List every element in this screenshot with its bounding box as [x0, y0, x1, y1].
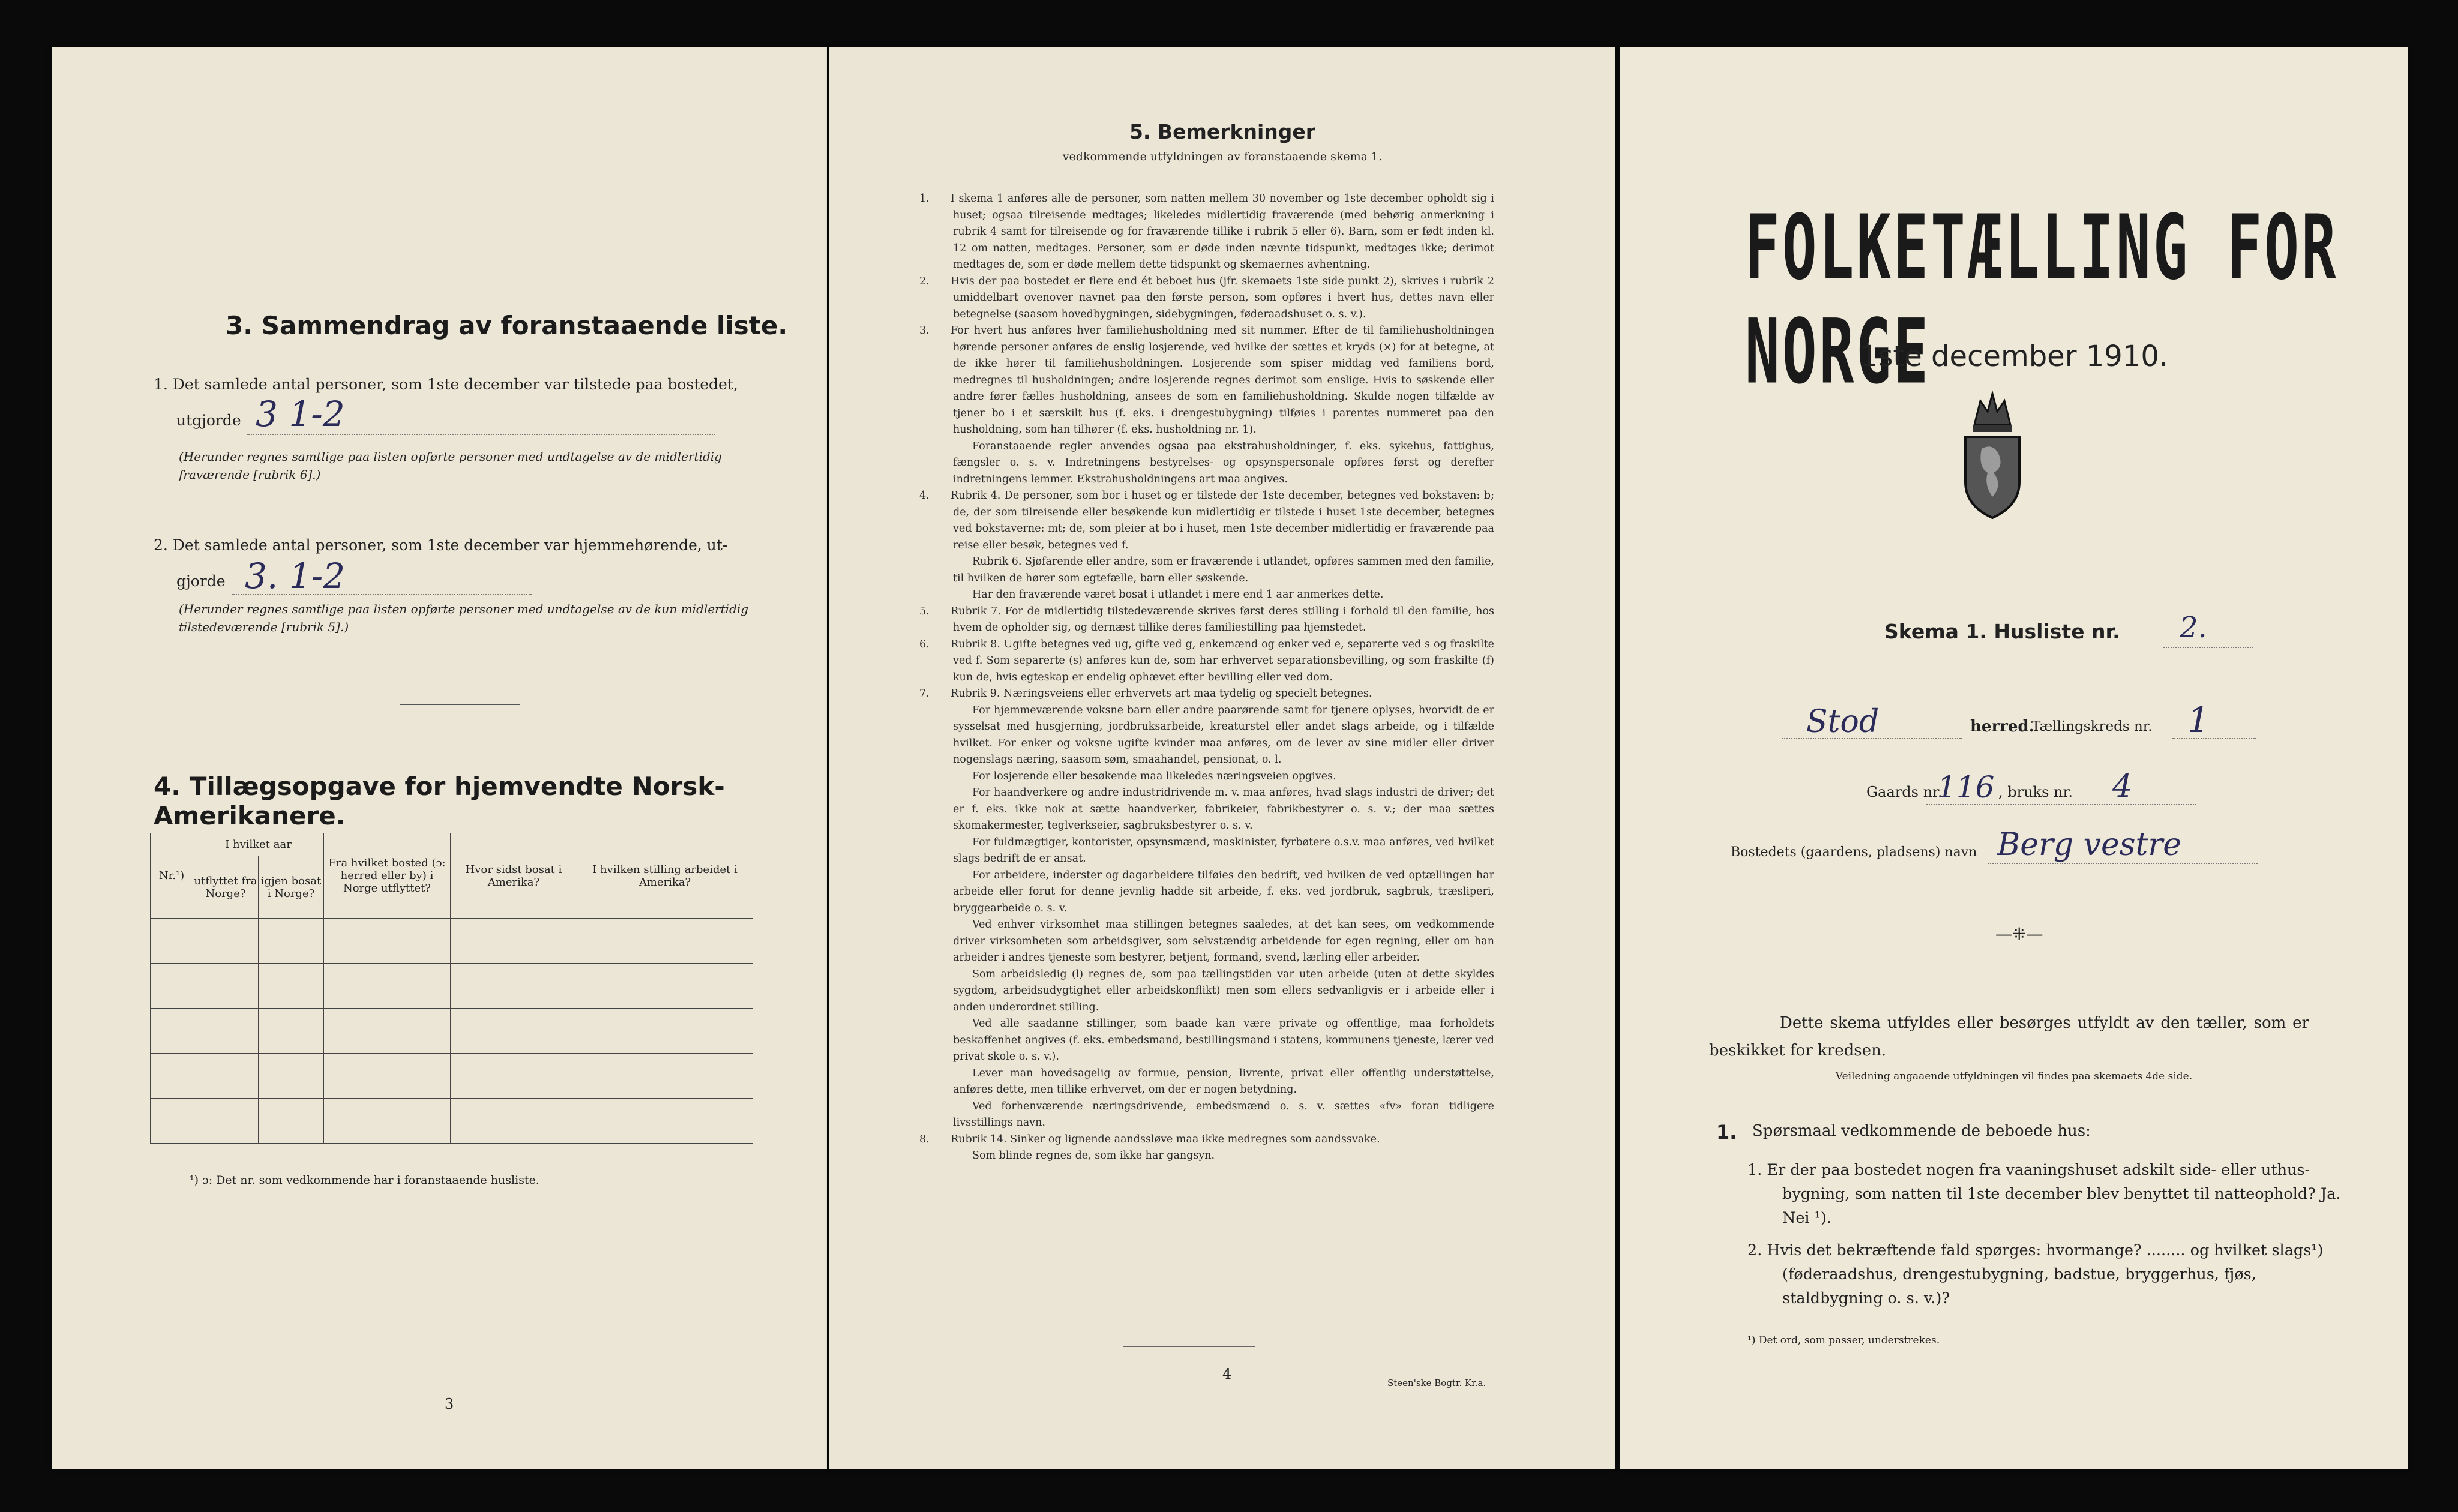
- item2-label: gjorde: [176, 572, 226, 590]
- footnote: ¹) Det ord, som passer, understrekes.: [1747, 1334, 1940, 1346]
- question-1: 1. Er der paa bostedet nogen fra vaaningshuset adskilt side- eller uthus-bygning, som natten til 1ste december blev benyttet til natteophold? Ja. Nei ¹).: [1747, 1161, 2341, 1227]
- item2-fill-line: [232, 594, 532, 595]
- remark-paragraph: [919, 488, 1494, 554]
- remark-text: Ved enhver virksomhet maa stillingen betegnes saaledes, at det kan sees, om vedkommende driver virksomheten som arbeidsgiver, som selvstændig arbeidende for egen regning, eller om han arbeider i andres tjeneste som bestyrer, betjent, formand, svend, lærling eller arbeider.: [953, 919, 1494, 964]
- remark-text: Hvis der paa bostedet er flere end ét beboet hus (jfr. skemaets 1ste side punkt 2), skrives i rubrik 2 umiddelbart ovenover navnet paa den første person, som opføres i hvert hus, dettes navn eller betegnelse (saasom hovedbygningen, sidebygningen, føderaadshuset o. s. v.).: [951, 275, 1494, 320]
- skema-label: Skema 1. Husliste nr.: [1884, 620, 2120, 643]
- remark-text: Foranstaaende regler anvendes ogsaa paa ekstrahusholdninger, f. eks. sykehus, fattighus, fængsler o. s. v. Indretningens bestyrelses- og opsynspersonale opføres først og derefter indretningens lemmer. Ekstrahusholdningens art maa angives.: [953, 440, 1494, 485]
- divider: [1123, 1346, 1255, 1347]
- remark-text: For fuldmægtiger, kontorister, opsynsmænd, maskinister, fyrbøtere o.s.v. maa anføres, ved hvilket slags bedrift de er ansat.: [953, 836, 1494, 865]
- remark-text: For hvert hus anføres hver familiehusholdning med sit nummer. Efter de til familiehusholdningen hørende personer anføres de enslig losjerende, ved hvilke der sættes et kryds (×) for at betegne, at de ikke hører til familiehusholdningen. Losjerende som spiser middag ved familiens bord, medregnes til husholdningen; andre losjerende regnes derimot som enslige. Hvis to søskende eller andre fører fælles husholdning, ansees de som en familiehusholdning. Skulde nogen tilfælde av tjener bo i et særskilt hus (f. eks. i drengestubygning) tilføies i parentes nummeret paa den husholdning, som han tilhører (f. eks. husholdning nr. 1).: [951, 325, 1494, 436]
- remark-paragraph: [936, 1148, 1494, 1165]
- item1-fill-line: [247, 434, 715, 435]
- remark-text: Rubrik 8. Ugifte betegnes ved ug, gifte ved g, enkemænd og enker ved e, separerte ved s og fraskilte ved f. Som separerte (s) anføres kun de, som har erhvervet separationsbevilling, og som fraskilte (f) kun de, hvis egteskap er endelig ophævet efter bevilling eller ved dom.: [951, 638, 1494, 683]
- ornament-divider: —⁜—: [1995, 924, 2043, 944]
- remark-text: Rubrik 14. Sinker og lignende aandssløve maa ikke medregnes som aandssvake.: [951, 1133, 1380, 1145]
- col-stilling: I hvilken stilling arbeidet i Amerika?: [577, 833, 753, 919]
- table-row: [151, 919, 753, 964]
- census-date: 1ste december 1910.: [1859, 340, 2169, 373]
- remark-text: For arbeidere, inderster og dagarbeidere tilføies den bedrift, ved hvilken de ved optællingen har arbeide eller forut for denne jevnlig hadde sit arbeide, f. eks. ved jordbruk, sagbruk, træsliperi, bryggearbeide o. s. v.: [953, 869, 1494, 914]
- remark-text: Rubrik 9. Næringsveiens eller erhvervets art maa tydelig og specielt betegnes.: [951, 688, 1372, 700]
- question-2: 2. Hvis det bekræftende fald spørges: hvormange? ........ og hvilket slags¹) (føderaadshus, drengestubygning, badstue, bryggerhus, fjøs, staldbygning o. s. v.)?: [1747, 1241, 2324, 1307]
- remark-paragraph: [919, 1132, 1494, 1148]
- page-number: 3: [445, 1396, 454, 1412]
- remark-paragraph: [936, 785, 1494, 835]
- table-row: [151, 1054, 753, 1099]
- husliste-number: 2.: [2180, 611, 2207, 644]
- remark-paragraph: [919, 686, 1494, 703]
- remark-paragraph: [936, 703, 1494, 769]
- section3-title: 3. Sammendrag av foranstaaende liste.: [226, 311, 788, 340]
- remark-number: 8.: [919, 1133, 930, 1145]
- item1-text: 1. Det samlede antal personer, som 1ste december var tilstede paa bostedet,: [154, 376, 738, 393]
- remark-paragraph: [936, 1016, 1494, 1066]
- table-row: [151, 1099, 753, 1144]
- item1-label: utgjorde: [176, 412, 241, 429]
- item2-note: (Herunder regnes samtlige paa listen opførte personer med undtagelse av de kun midlertidig tilstedeværende [rubrik 5].): [179, 602, 749, 634]
- page-right: [1620, 47, 2408, 1469]
- remark-text: Som blinde regnes de, som ikke har gangsyn.: [972, 1150, 1215, 1162]
- remark-text: For haandverkere og andre industridrivende m. v. maa anføres, hvad slags industri de driver; det er f. eks. ikke nok at sætte haandverker, fabrikeier, fabrikbestyrer o. s. v.; der maa sættes skomakermester, teglverkseier, sagbruksbestyrer o. s. v.: [953, 787, 1494, 832]
- remark-text: For hjemmeværende voksne barn eller andre paarørende samt for tjenere oplyses, hvorvidt de er sysselsat med husgjerning, jordbruksarbeide, kreaturstel eller andet slags arbeide, og i tilfælde hvilket. For enker og voksne ugifte kvinder maa anføres, om de lever av sine midler eller driver nogenslags næring, saasom søm, smaahandel, pensionat, o. l.: [953, 704, 1494, 766]
- question-number: 1.: [1716, 1121, 1737, 1144]
- remark-paragraph: [936, 1066, 1494, 1099]
- remarks-body: [919, 191, 1494, 1165]
- remark-text: Ved forhenværende næringsdrivende, embedsmænd o. s. v. sættes «fv» foran tidligere livsstillings navn.: [953, 1100, 1494, 1129]
- table-row: [151, 964, 753, 1009]
- page-left: [52, 47, 827, 1469]
- remarks-subtitle: vedkommende utfyldningen av foranstaaende skema 1.: [1062, 150, 1383, 163]
- col-utflyttet: utflyttet fra Norge?: [193, 856, 259, 919]
- remarks-title: 5. Bemerkninger: [1129, 120, 1316, 143]
- divider: [400, 704, 520, 705]
- remark-number: 5.: [919, 605, 930, 617]
- item2-text: 2. Det samlede antal personer, som 1ste december var hjemmehørende, ut-: [154, 536, 728, 554]
- kreds-label: Tællingskreds nr.: [2031, 719, 2153, 734]
- col-fra: Fra hvilket bosted (ɔ: herred eller by) i Norge utflyttet?: [324, 833, 451, 919]
- remark-number: 2.: [919, 275, 930, 287]
- norsk-amerikanere-table: [150, 833, 753, 1144]
- footnote: ¹) ɔ: Det nr. som vedkommende har i foranstaaende husliste.: [190, 1174, 539, 1187]
- section4-title: 4. Tillægsopgave for hjemvendte Norsk-Amerikanere.: [154, 772, 725, 830]
- guidance-text: Veiledning angaaende utfyldningen vil findes paa skemaets 4de side.: [1835, 1070, 2193, 1082]
- item1-handwritten-value: 3 1-2: [256, 394, 345, 434]
- bosted-label: Bostedets (gaardens, pladsens) navn: [1731, 845, 1977, 860]
- remark-text: Ved alle saadanne stillinger, som baade kan være private og offentlige, maa forholdets beskaffenhet angives (f. eks. embedsmand, bestillingsmand i statens, kommunens tjeneste, lærer ved privat skole o. s. v.).: [953, 1018, 1494, 1063]
- remark-text: Rubrik 7. For de midlertidig tilstedeværende skrives først deres stilling i forhold til den familie, hos hvem de opholder sig, og dernæst tillike deres familiestilling paa hjemstedet.: [951, 605, 1494, 634]
- herred-label: herred.: [1970, 718, 2034, 736]
- intro-text: Dette skema utfyldes eller besørges utfyldt av den tæller, som er beskikket for kredsen.: [1709, 1014, 2309, 1060]
- remark-paragraph: [936, 835, 1494, 868]
- remark-number: 7.: [919, 688, 930, 700]
- remark-paragraph: [936, 917, 1494, 967]
- herred-value: Stod: [1806, 704, 1880, 740]
- main-title: FOLKETÆLLING FOR NORGE: [1745, 196, 2339, 404]
- bruks-value: 4: [2112, 769, 2133, 805]
- item1-note: (Herunder regnes samtlige paa listen opførte personer med undtagelse av de midlertidig fraværende [rubrik 6].): [179, 449, 722, 482]
- col-nr: Nr.¹): [151, 833, 193, 919]
- remark-text: Som arbeidsledig (l) regnes de, som paa tællingstiden var uten arbeide (uten at dette skyldes sygdom, arbeidsudygtighet eller arbeidskonflikt) men som ellers sedvanligvis er i arbeide eller i anden underordnet stilling.: [953, 968, 1494, 1013]
- remark-paragraph: [936, 967, 1494, 1016]
- remark-text: Lever man hovedsagelig av formue, pension, livrente, privat eller offentlig understøttelse, anføres dette, men tillike erhvervet, om der er nogen betydning.: [953, 1067, 1494, 1096]
- remark-paragraph: [936, 1099, 1494, 1132]
- kreds-value: 1: [2187, 700, 2210, 740]
- remark-paragraph: [936, 554, 1494, 587]
- remark-paragraph: [936, 769, 1494, 785]
- bosted-value: Berg vestre: [1997, 827, 2182, 863]
- remark-paragraph: [919, 637, 1494, 686]
- col-igjen: igjen bosat i Norge?: [259, 856, 324, 919]
- item2-handwritten-value: 3. 1-2: [245, 556, 346, 596]
- remark-number: 1.: [919, 193, 930, 205]
- gaards-label: Gaards nr.: [1866, 784, 1943, 800]
- question-heading: Spørsmaal vedkommende de beboede hus:: [1752, 1122, 2091, 1140]
- remark-paragraph: [936, 439, 1494, 488]
- col-hvor: Hvor sidst bosat i Amerika?: [451, 833, 577, 919]
- remark-paragraph: [919, 604, 1494, 637]
- bruks-label: , bruks nr.: [1998, 784, 2073, 800]
- remark-paragraph: [919, 274, 1494, 323]
- page-middle: [829, 47, 1615, 1469]
- page-number: 4: [1222, 1366, 1232, 1382]
- remark-text: For losjerende eller besøkende maa likeledes næringsveien opgives.: [972, 770, 1336, 782]
- remark-paragraph: [936, 868, 1494, 917]
- remark-paragraph: [919, 323, 1494, 439]
- printer-credit: Steen'ske Bogtr. Kr.a.: [1387, 1378, 1486, 1388]
- col-group-aar: I hvilket aar: [193, 833, 324, 856]
- remark-number: 4.: [919, 490, 930, 502]
- remark-number: 6.: [919, 638, 930, 650]
- gaards-value: 116: [1937, 770, 1995, 805]
- coat-of-arms-icon: [1956, 383, 2028, 521]
- remark-text: I skema 1 anføres alle de personer, som natten mellem 30 november og 1ste december opholdt sig i huset; ogsaa tilreisende medtages; likeledes midlertidig fraværende (med behørig anmerkning i rubrik 4 samt for tilreisende og for fraværende tillike i rubrik 5 eller 6). Barn, som er født inden kl. 12 om natten, medtages. Personer, som er døde inden nævnte tidspunkt, medtages ikke; derimot medtages de, som er døde mellem dette tidspunkt og skemaernes avhentning.: [951, 193, 1494, 271]
- remark-text: Rubrik 6. Sjøfarende eller andre, som er fraværende i utlandet, opføres sammen med den familie, til hvilken de hører som egtefælle, barn eller søskende.: [953, 556, 1494, 584]
- remark-number: 3.: [919, 325, 930, 337]
- remark-text: Har den fraværende været bosat i utlandet i mere end 1 aar anmerkes dette.: [972, 589, 1384, 601]
- table-row: [151, 1009, 753, 1054]
- remark-paragraph: [936, 587, 1494, 604]
- remark-paragraph: [919, 191, 1494, 274]
- remark-text: Rubrik 4. De personer, som bor i huset og er tilstede der 1ste december, betegnes ved bokstaven: b; de, der som tilreisende eller besøkende kun midlertidig er tilstede i huset 1ste december, betegnes ved bokstaverne: mt; de, som pleier at bo i huset, men 1ste december midlertidig er fraværende paa reise eller besøk, betegnes ved f.: [951, 490, 1494, 551]
